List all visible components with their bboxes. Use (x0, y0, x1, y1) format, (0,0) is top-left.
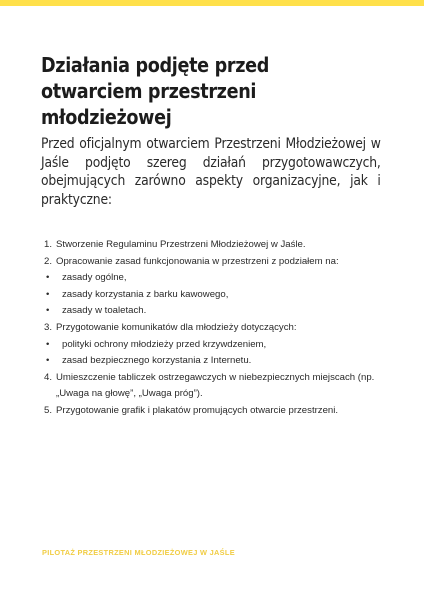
list-subitem (44, 337, 384, 354)
footer-label: PILOTAŻ PRZESTRZENI MŁODZIEŻOWEJ W JAŚLE (42, 548, 235, 557)
list-item-text: Umieszczenie tabliczek ostrzegawczych w niebezpiecznych miejscach (np. „Uwaga na głowę”, „Uwaga próg”). (56, 371, 375, 400)
page-title: Działania podjęte przed otwarciem przestrzeni młodzieżowej (41, 53, 270, 129)
list-number: 5. (44, 404, 53, 416)
list-item (44, 320, 384, 337)
bullet-icon: • (46, 338, 50, 350)
list-subitem (44, 270, 384, 287)
list-subitem (44, 287, 384, 304)
list-number: 4. (44, 371, 53, 383)
list-subitem-text: zasady korzystania z barku kawowego, (62, 288, 229, 300)
bullet-icon: • (46, 288, 50, 300)
list-subitem (44, 303, 384, 320)
list-item-text: Przygotowanie komunikatów dla młodzieży dotyczących: (56, 321, 297, 333)
list-item (44, 370, 384, 403)
list-subitem-text: zasady w toaletach. (62, 305, 147, 317)
list-item (44, 403, 384, 420)
list-subitem-text: polityki ochrony młodzieży przed krzywdzeniem, (62, 338, 267, 350)
top-accent-bar (0, 0, 424, 6)
list-item-text: Stworzenie Regulaminu Przestrzeni Młodzieżowej w Jaśle. (56, 239, 306, 250)
list-subitem-text: zasady ogólne, (62, 272, 127, 284)
activities-list (44, 237, 384, 420)
list-item-text: Opracowanie zasad funkcjonowania w przestrzeni z podziałem na: (56, 255, 339, 267)
list-item-text: Przygotowanie grafik i plakatów promujących otwarcie przestrzeni. (56, 404, 339, 416)
bullet-icon: • (46, 355, 50, 367)
list-number: 3. (44, 321, 53, 333)
intro-paragraph: Przed oficjalnym otwarciem Przestrzeni Młodzieżowej w Jaśle podjęto szereg działań przygotowawczych, obejmujących zarówno aspekty organizacyjne, jak i praktyczne: (41, 136, 381, 209)
list-item (44, 254, 384, 271)
list-number: 1. (44, 239, 53, 250)
bullet-icon: • (46, 305, 50, 317)
bullet-icon: • (46, 272, 50, 284)
list-item (44, 237, 384, 254)
list-subitem (44, 353, 384, 370)
list-subitem-text: zasad bezpiecznego korzystania z Internetu. (62, 355, 252, 367)
list-number: 2. (44, 255, 53, 267)
